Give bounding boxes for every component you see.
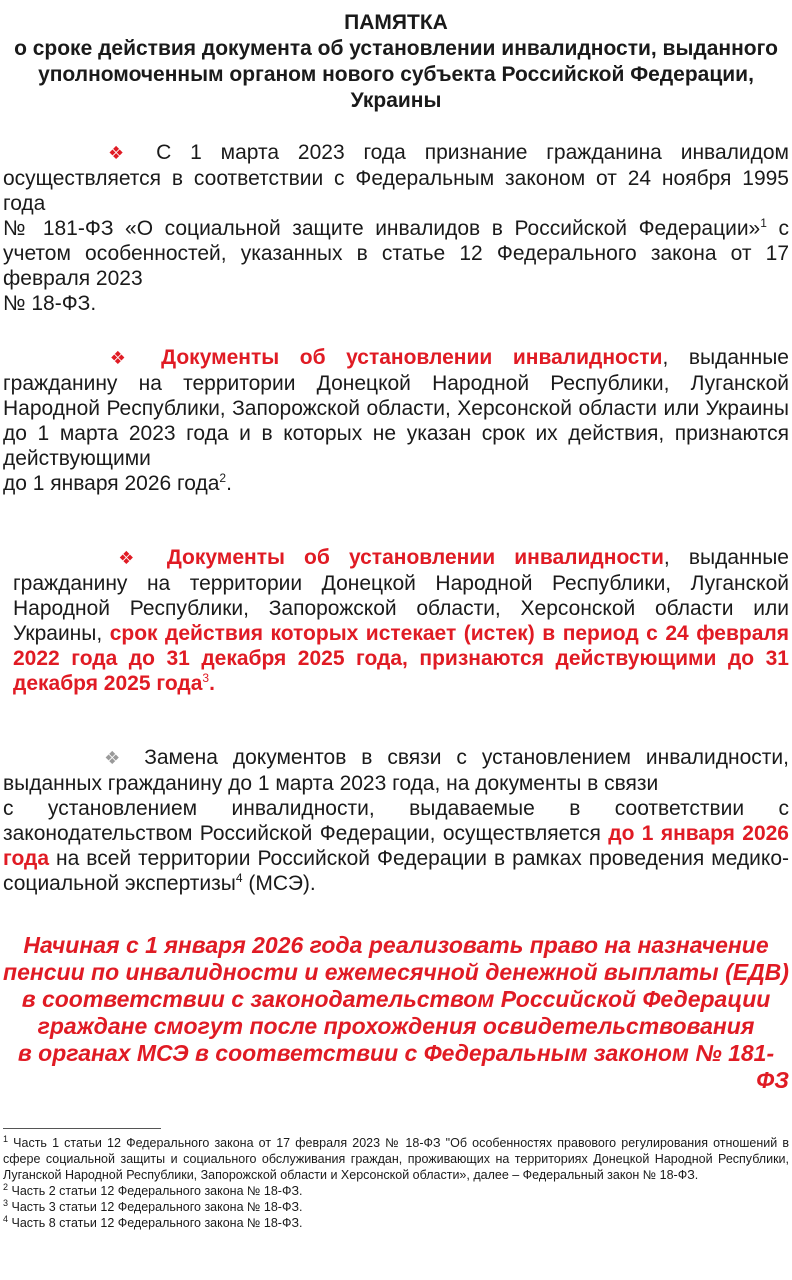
footnote-ref-1: 1: [760, 216, 767, 230]
bullet-icon: ❖: [95, 348, 141, 368]
subtitle-line-2: уполномоченным органом нового субъекта Российской Федерации,: [38, 63, 754, 86]
footnote-1: [3, 1135, 789, 1183]
footnote-text: Часть 8 статьи 12 Федерального закона № 18-ФЗ.: [8, 1216, 303, 1230]
notice-text: Начиная с 1 января 2026 года реализовать право на назначение пенсии по инвалидности и ежемесячной денежной выплаты (ЕДВ) в соответствии с законодательством Российской Федерации граждане смогут после прохождения освидетельствования: [3, 932, 789, 1039]
bullet-icon: ❖: [95, 143, 138, 163]
notice-text-3: ФЗ: [756, 1067, 789, 1093]
notice-block: [3, 932, 789, 1094]
footnote-ref-3: 3: [202, 671, 210, 685]
footnote-4: [3, 1215, 789, 1231]
footnotes: [3, 1135, 789, 1231]
section-1-text-a: С 1 марта 2023 года признание гражданина инвалидом осуществляется в соответствии с Федеральным законом от 24 ноября 1995 года: [3, 141, 789, 215]
footnote-number: 2: [3, 1181, 9, 1192]
footnote-text: Часть 1 статьи 12 Федерального закона от 17 февраля 2023 № 18-ФЗ "Об особенностях правового регулирования отношений в сфере социальной защиты и социального обслуживания граждан, проживающих на территориях Донецкой Народной Республики, Луганской Народной Республики, Запорожской области и Херсонской области», далее – Федеральный закон № 18-ФЗ.: [3, 1136, 789, 1182]
section-2: [3, 345, 789, 496]
section-1-text-c: с учетом особенностей, указанных в статье 12 Федерального закона от 17 февраля 2023: [3, 217, 790, 290]
section-2-end: .: [226, 472, 232, 495]
footnote-text: Часть 3 статьи 12 Федерального закона № 18-ФЗ.: [8, 1200, 303, 1214]
section-3-highlight: Документы об установлении инвалидности: [166, 546, 664, 569]
section-4-text-c: на всей территории Российской Федерации в рамках проведения медико-социальной экспертизы: [3, 847, 789, 895]
footnote-number: 4: [3, 1213, 9, 1224]
footnote-3: [3, 1199, 789, 1215]
section-4-end: (МСЭ).: [242, 872, 316, 895]
footnote-number: 1: [3, 1133, 9, 1144]
section-2-text-b: до 1 января 2026 года: [3, 472, 220, 495]
footnote-2: [3, 1183, 789, 1199]
section-2-text-a: , выданные гражданину на территории Донецкой Народной Республики, Луганской Народной Республики, Запорожской области, Херсонской области или Украины до 1 марта 2023 года и в которых не указан срок их действия, признаются действующими: [3, 346, 789, 470]
section-4-text-a: Замена документов в связи с установлением инвалидности, выданных гражданину до 1 марта 2023 года, на документы в связи: [3, 746, 789, 795]
section-3-end: .: [209, 672, 215, 695]
header: [3, 0, 789, 114]
footnote-divider: [3, 1128, 161, 1129]
section-4: [3, 745, 789, 896]
section-1-text-d: № 18-ФЗ.: [3, 292, 97, 315]
footnote-text: Часть 2 статьи 12 Федерального закона № 18-ФЗ.: [8, 1184, 303, 1198]
notice-text-2: в органах МСЭ в соответствии с Федеральным законом № 181-: [17, 1040, 775, 1066]
page-title: ПАМЯТКА: [344, 11, 448, 34]
footnote-ref-2: 2: [219, 471, 227, 485]
section-1: [3, 140, 789, 316]
section-3: [13, 545, 789, 696]
bullet-icon: ❖: [95, 748, 130, 768]
section-3-text-a: , выданные гражданину на территории Донецкой Народной Республики, Луганской Народной Республики, Запорожской области, Херсонской области или Украины,: [13, 546, 789, 645]
subtitle-line-1: о сроке действия документа об установлении инвалидности, выданного: [14, 37, 778, 60]
footnote-number: 3: [3, 1197, 9, 1208]
footnote-ref-4: 4: [235, 871, 243, 885]
section-4-highlight: до 1 января 2026 года: [3, 822, 789, 870]
section-1-law-name: № 181-ФЗ «О социальной защите инвалидов в Российской Федерации»: [3, 217, 761, 240]
section-3-highlight-2: срок действия которых истекает (истек) в период с 24 февраля 2022 года до 31 декабря 2025 года, признаются действующими до 31 декабря 2025 года: [13, 622, 789, 695]
subtitle-line-3: Украины: [350, 89, 442, 112]
section-2-highlight: Документы об установлении инвалидности: [161, 346, 663, 369]
bullet-icon: ❖: [105, 548, 148, 568]
section-4-text-b: с установлением инвалидности, выдаваемые в соответствии с законодательством Российской Федерации, осуществляется: [3, 797, 789, 845]
